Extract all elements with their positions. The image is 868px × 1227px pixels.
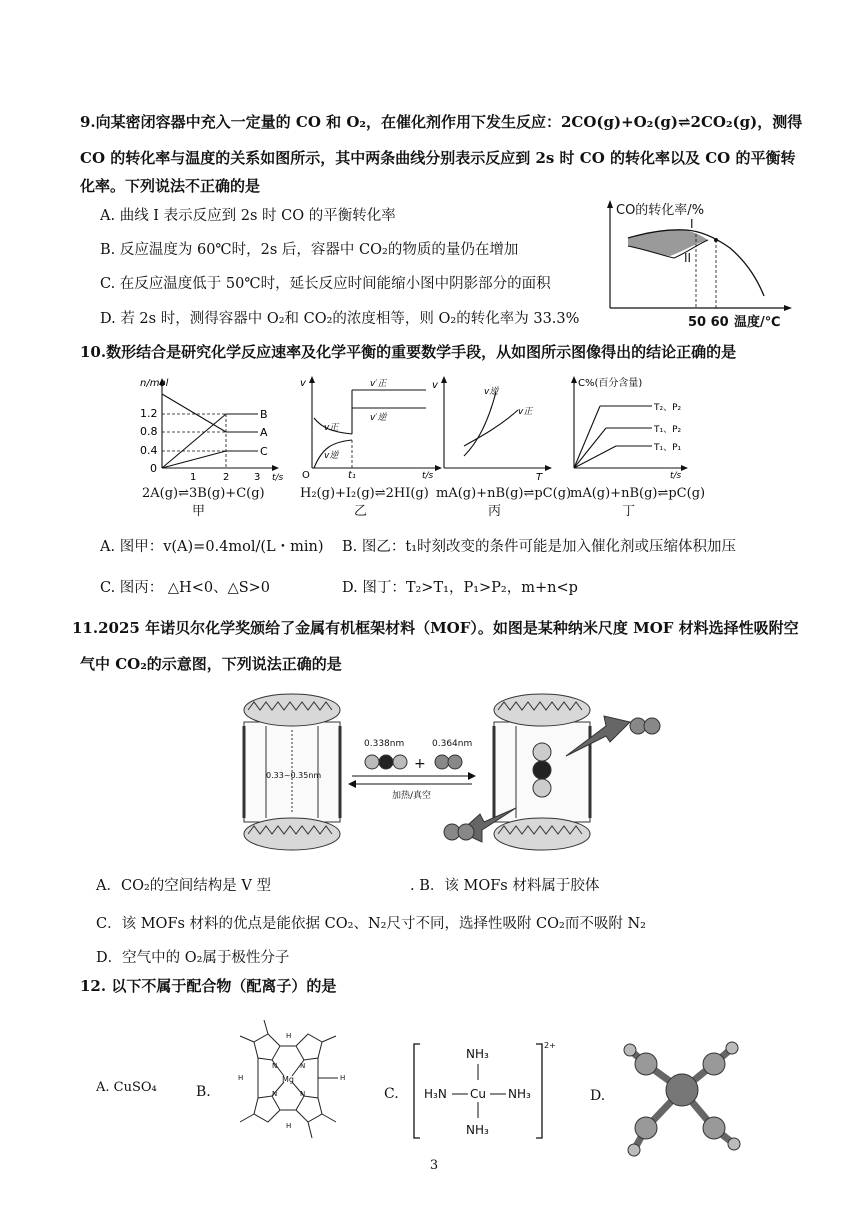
- yi-label-v-reverse-new: v′逆: [370, 413, 387, 423]
- q10-figure-yi: [300, 372, 450, 482]
- jia-ytick-0-8: 0.8: [140, 425, 158, 438]
- q11-stem-line1: 11.2025 年诺贝尔化学奖颁给了金属有机框架材料（MOF）。如图是某种纳米尺度 MOF 材料选择性吸附空: [72, 619, 799, 637]
- q12-option-d-label: D.: [590, 1088, 606, 1104]
- q9-option-c: C. 在反应温度低于 50℃时，延长反应时间能缩小图中阴影部分的面积: [100, 276, 551, 292]
- q12-n2: N: [300, 1062, 306, 1070]
- bing-ylabel: v: [432, 380, 438, 391]
- q12-option-a: A. CuSO₄: [96, 1080, 157, 1095]
- jia-name: 甲: [192, 504, 206, 519]
- q12-porphyrin-structure: [208, 1006, 368, 1166]
- q12-n1: N: [272, 1062, 278, 1070]
- yi-t1: t₁: [348, 470, 356, 481]
- rejected-n2-bottom-icon: [444, 824, 474, 840]
- q12-ligand-bottom: NH₃: [466, 1123, 489, 1137]
- q9-option-b: B. 反应温度为 60℃时，2s 后，容器中 CO₂的物质的量仍在增加: [100, 242, 519, 258]
- q9-curve1-label: I: [690, 217, 694, 231]
- bing-name: 丙: [488, 504, 502, 519]
- q9-option-d: D. 若 2s 时，测得容器中 O₂和 CO₂的浓度相等，则 O₂的转化率为 33.3%: [100, 311, 580, 327]
- q12-stem: 12. 以下不属于配合物（配离子）的是: [80, 977, 337, 995]
- q12-option-c-label: C.: [384, 1086, 399, 1102]
- jia-curve-a: [162, 394, 226, 432]
- ding-name: 丁: [622, 504, 636, 519]
- q11-co2-size: 0.338nm: [364, 739, 405, 749]
- jia-xtick-3: 3: [254, 472, 261, 482]
- yi-label-v-forward-new: v′正: [370, 379, 387, 389]
- ding-ylabel: C%(百分含量): [578, 378, 643, 389]
- page-number: 3: [429, 1158, 439, 1173]
- ding-label-t1p1: T₁、P₁: [654, 443, 682, 453]
- q9-stem-line1: 9.向某密闭容器中充入一定量的 CO 和 O₂，在催化剂作用下发生反应：2CO(g)+O₂(g)⇌2CO₂(g)，测得: [80, 113, 803, 131]
- adsorbed-co2-icon: [533, 743, 551, 797]
- ding-label-t1p2: T₁、P₂: [654, 425, 682, 435]
- yi-label-v-forward: v正: [324, 423, 339, 433]
- rejected-n2-top-icon: [630, 718, 660, 734]
- q10-option-a: A. 图甲：v(A)=0.4mol/(L・min): [100, 539, 324, 555]
- bing-curve-reverse: [464, 392, 496, 456]
- q11-pore-size: 0.33~0.35nm: [266, 771, 322, 780]
- q9-xticks: 50 60: [688, 315, 729, 330]
- ding-curve-t1p2: [574, 428, 606, 468]
- bing-equation: mA(g)+nB(g)⇌pC(g): [436, 486, 572, 501]
- q9-stem-line2: CO 的转化率与温度的关系如图所示，其中两条曲线分别表示反应到 2s 时 CO 的转化率以及 CO 的平衡转: [80, 149, 796, 167]
- q9-ylabel: CO的转化率/%: [616, 203, 705, 218]
- q10-option-d: D. 图丁：T₂>T₁，P₁>P₂，m+n<p: [342, 580, 578, 596]
- q12-copper-ammine-complex: [408, 1038, 558, 1148]
- bing-label-v-forward: v正: [518, 407, 533, 417]
- jia-ytick-0: 0: [150, 462, 157, 475]
- q12-h3: H: [340, 1074, 346, 1082]
- jia-ytick-1-2: 1.2: [140, 407, 158, 420]
- bing-curve-forward: [464, 410, 518, 446]
- jia-ylabel: n/mol: [140, 378, 169, 389]
- jia-xtick-2: 2: [223, 472, 230, 482]
- jia-label-b: B: [260, 408, 268, 421]
- jia-xlabel: t/s: [272, 473, 284, 482]
- ding-curve-t2p2: [574, 406, 600, 468]
- q9-stem-line3: 化率。下列说法不正确的是: [80, 177, 261, 195]
- q12-central-atom: Cu: [470, 1087, 486, 1101]
- q9-shaded-area: [628, 230, 708, 256]
- yi-equation: H₂(g)+I₂(g)⇌2HI(g): [300, 486, 429, 501]
- yi-ylabel: v: [300, 378, 306, 389]
- q11-option-c: C．该 MOFs 材料的优点是能依据 CO₂、N₂尺寸不同，选择性吸附 CO₂而不吸附 N₂: [96, 916, 646, 932]
- ding-equation: mA(g)+nB(g)⇌pC(g): [570, 486, 706, 501]
- yi-xlabel: t/s: [422, 471, 434, 481]
- q9-curve2-label: II: [684, 251, 692, 265]
- q9-option-a: A. 曲线 I 表示反应到 2s 时 CO 的平衡转化率: [100, 208, 396, 224]
- ding-xlabel: t/s: [670, 471, 682, 481]
- co2-molecule-icon: [365, 755, 407, 769]
- q12-n4: N: [300, 1090, 306, 1098]
- q12-n3: N: [272, 1090, 278, 1098]
- jia-ytick-0-4: 0.4: [140, 444, 158, 457]
- q12-h1: H: [286, 1032, 292, 1040]
- jia-label-a: A: [260, 426, 268, 439]
- q12-ligand-right: NH₃: [508, 1087, 531, 1101]
- q11-option-a: A．CO₂的空间结构是 V 型: [96, 878, 271, 894]
- q11-stem-line2: 气中 CO₂的示意图，下列说法正确的是: [80, 655, 342, 673]
- yi-name: 乙: [354, 504, 368, 519]
- q10-figure-ding: [566, 372, 726, 482]
- jia-xtick-1: 1: [190, 472, 197, 482]
- q10-figure-jia: [140, 372, 300, 482]
- q10-stem: 10.数形结合是研究化学反应速率及化学平衡的重要数学手段，从如图所示图像得出的结论正确的是: [80, 343, 737, 361]
- q11-option-d: D．空气中的 O₂属于极性分子: [96, 950, 290, 966]
- q9-xlabel: 温度/℃: [734, 315, 781, 330]
- q10-figure-bing: [430, 372, 560, 482]
- q10-option-b: B. 图乙：t₁时刻改变的条件可能是加入催化剂或压缩体积加压: [342, 539, 737, 555]
- yi-origin: O: [302, 470, 310, 481]
- q12-complex-charge: 2+: [544, 1041, 556, 1050]
- jia-equation: 2A(g)⇌3B(g)+C(g): [142, 486, 265, 501]
- q12-option-b-label: B.: [196, 1084, 211, 1100]
- q12-h4: H: [286, 1122, 292, 1130]
- q9-conversion-figure: [598, 196, 798, 331]
- yi-label-v-reverse: v逆: [324, 451, 339, 461]
- q12-ligand-top: NH₃: [466, 1047, 489, 1061]
- jia-label-c: C: [260, 445, 268, 458]
- bing-label-v-reverse: v逆: [484, 387, 499, 397]
- q12-ligand-left: H₃N: [424, 1087, 447, 1101]
- n2-molecule-icon: [435, 755, 462, 769]
- q11-plus: +: [414, 756, 426, 772]
- q11-mof-figure: [226, 686, 666, 856]
- q10-option-c: C. 图丙： △H<0、△S>0: [100, 580, 271, 596]
- q12-h2: H: [238, 1074, 244, 1082]
- ding-curve-t1p1: [574, 446, 616, 468]
- bing-xlabel: T: [536, 472, 543, 482]
- q11-option-b: . B．该 MOFs 材料属于胶体: [410, 878, 600, 894]
- q12-metal-center: Mg: [282, 1075, 294, 1084]
- q11-n2-size: 0.364nm: [432, 739, 473, 749]
- q11-condition: 加热/真空: [392, 791, 432, 801]
- ding-label-t2p2: T₂、P₂: [654, 403, 682, 413]
- q12-ball-stick-molecule-icon: [616, 1024, 746, 1164]
